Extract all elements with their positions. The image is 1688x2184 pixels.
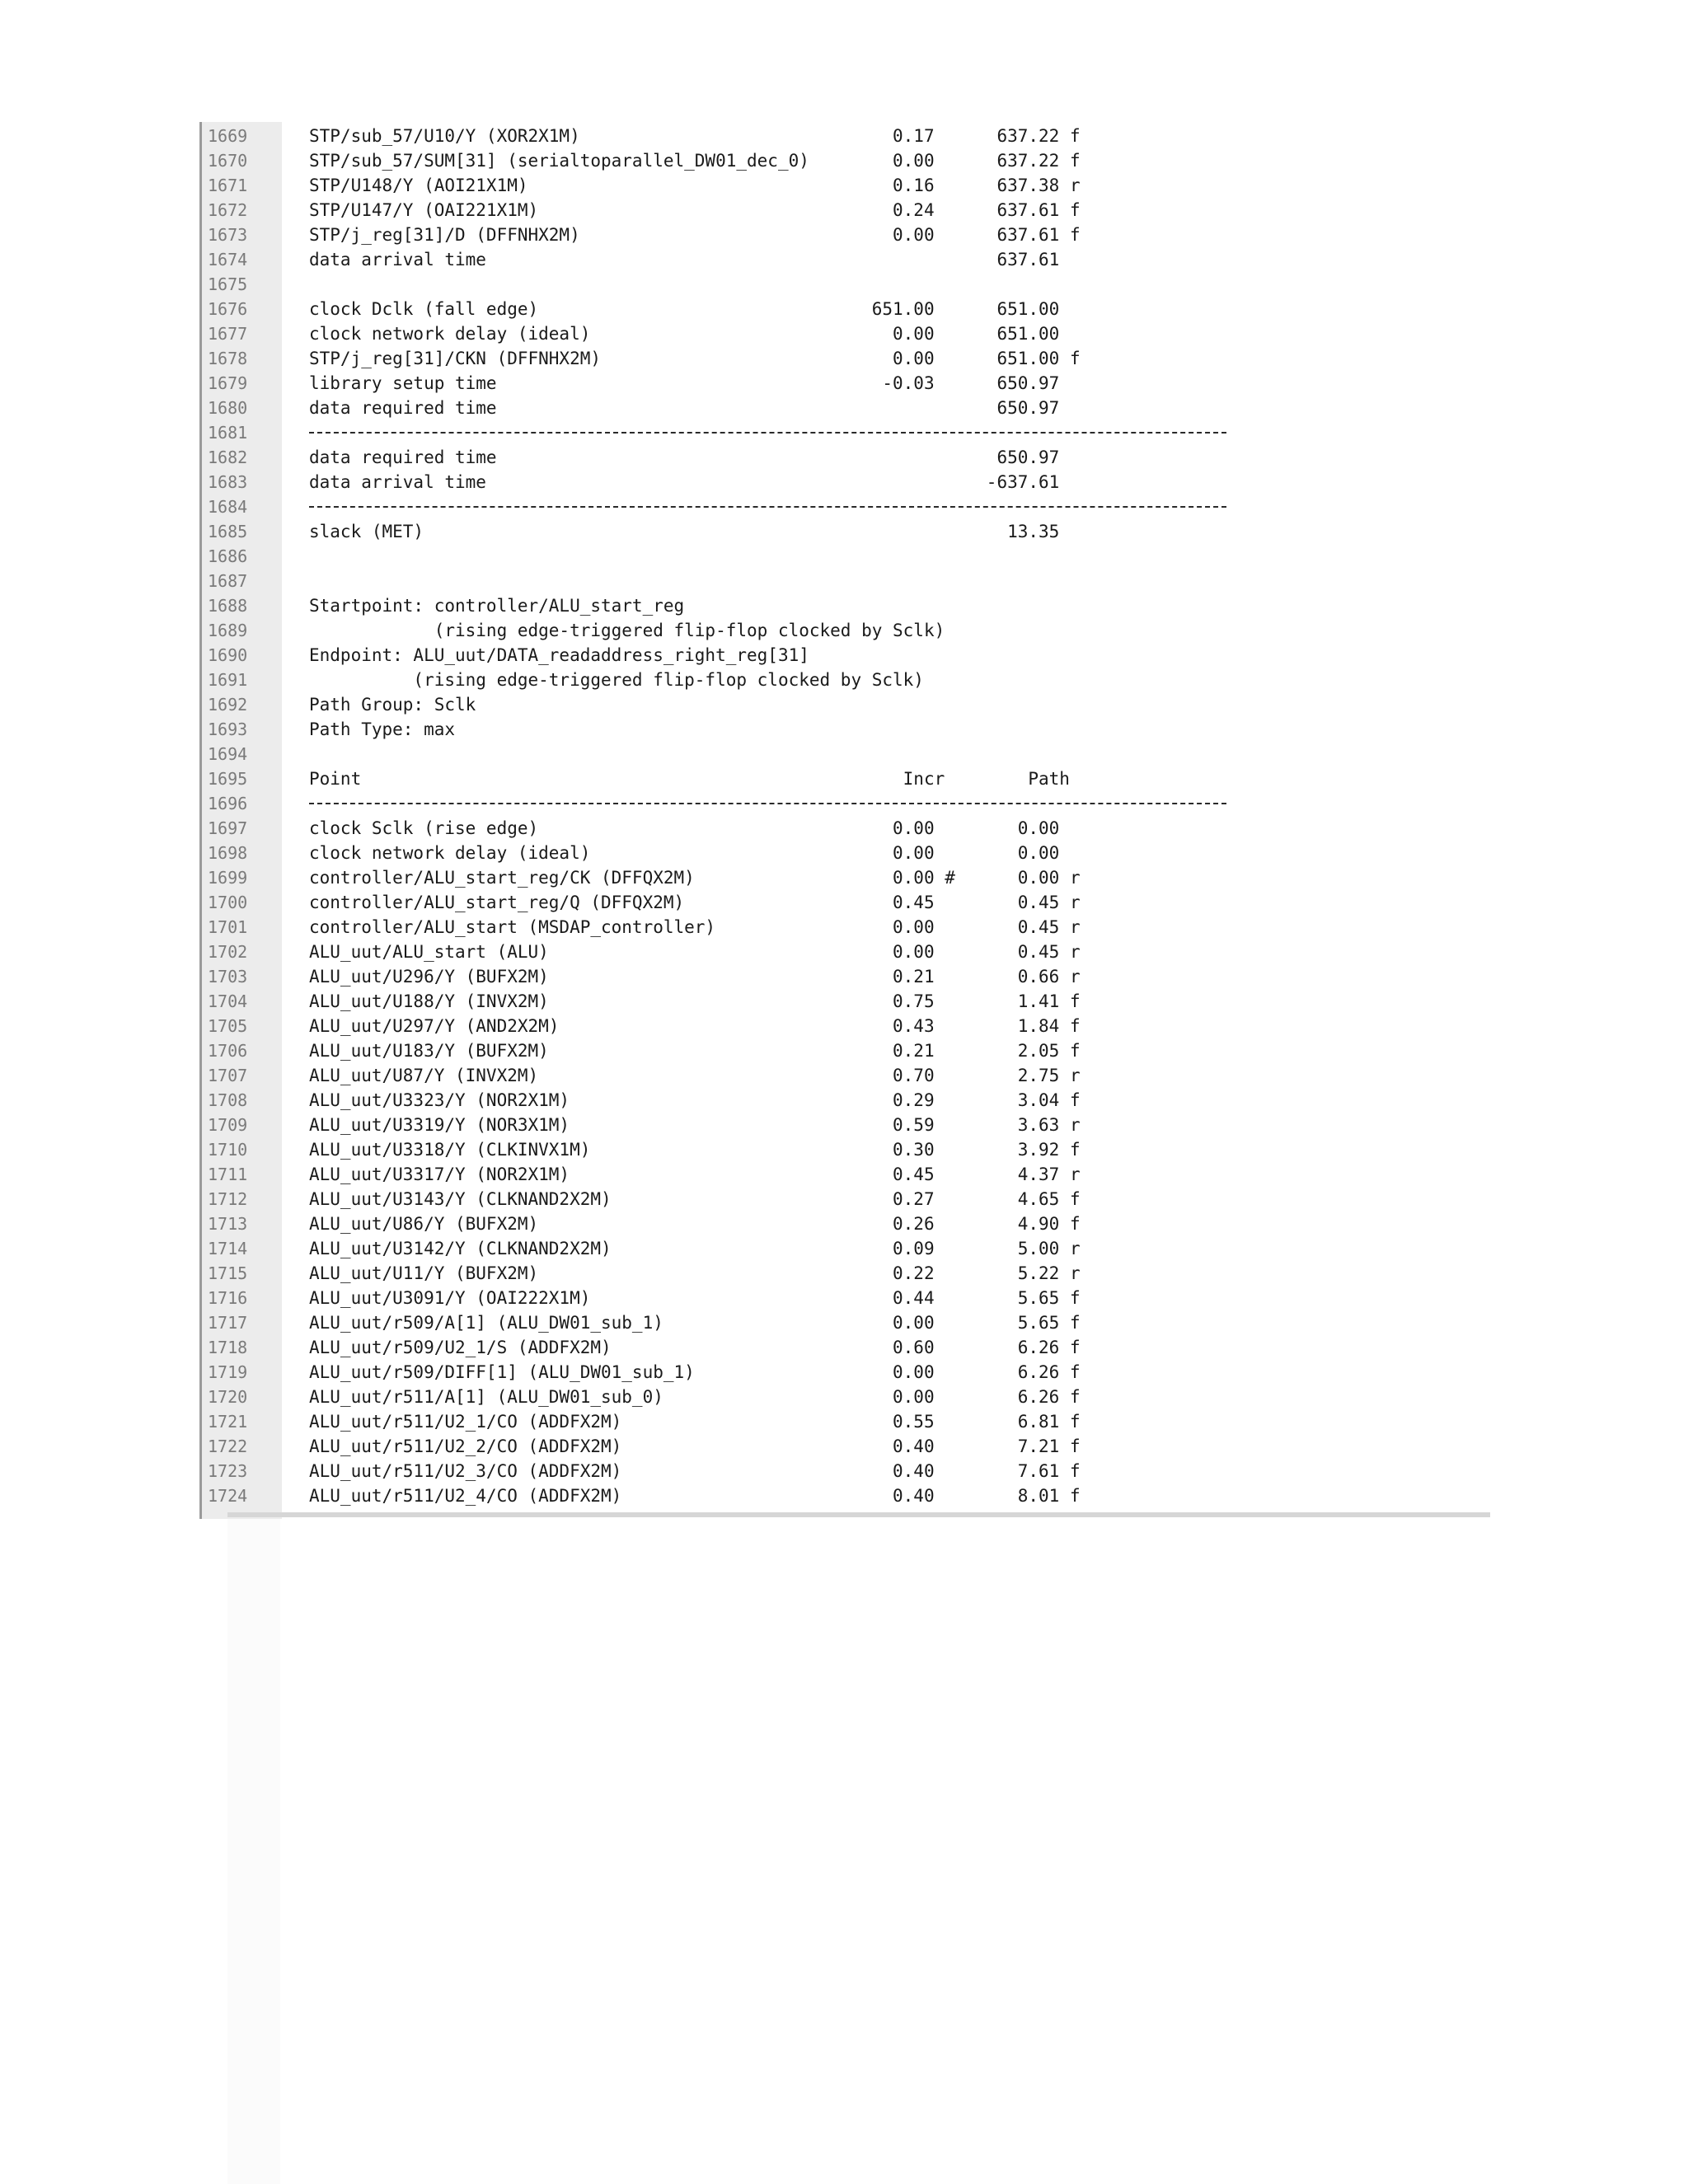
line-text: (rising edge-triggered flip-flop clocked by Sclk) bbox=[309, 621, 945, 640]
line-number: 1681 bbox=[208, 423, 248, 443]
editor-line[interactable] bbox=[199, 1137, 1490, 1162]
line-text: STP/sub_57/SUM[31] (serialtoparallel_DW01_dec_0) 0.00 637.22 f bbox=[309, 151, 1081, 171]
line-number: 1701 bbox=[208, 917, 248, 937]
line-number: 1703 bbox=[208, 967, 248, 987]
line-number: 1671 bbox=[208, 176, 248, 195]
dashed-separator bbox=[309, 432, 1226, 434]
line-text: ALU_uut/U87/Y (INVX2M) 0.70 2.75 r bbox=[309, 1066, 1081, 1085]
editor-line[interactable] bbox=[199, 420, 1490, 445]
editor-line[interactable] bbox=[199, 346, 1490, 371]
editor-line[interactable] bbox=[199, 717, 1490, 742]
editor-line[interactable] bbox=[199, 791, 1490, 816]
line-text: clock network delay (ideal) 0.00 0.00 bbox=[309, 843, 1060, 863]
line-text: library setup time -0.03 650.97 bbox=[309, 373, 1060, 393]
line-number: 1699 bbox=[208, 868, 248, 888]
line-text: ALU_uut/r511/U2_3/CO (ADDFX2M) 0.40 7.61 f bbox=[309, 1461, 1081, 1481]
editor-line[interactable] bbox=[199, 470, 1490, 494]
editor-line[interactable] bbox=[199, 643, 1490, 668]
editor-line[interactable] bbox=[199, 148, 1490, 173]
line-text: Path Group: Sclk bbox=[309, 695, 476, 715]
line-text: STP/sub_57/U10/Y (XOR2X1M) 0.17 637.22 f bbox=[309, 126, 1081, 146]
editor-line[interactable] bbox=[199, 593, 1490, 618]
editor-line[interactable] bbox=[199, 1459, 1490, 1483]
line-number: 1722 bbox=[208, 1436, 248, 1456]
editor-line[interactable] bbox=[199, 816, 1490, 841]
line-number: 1680 bbox=[208, 398, 248, 418]
line-text: (rising edge-triggered flip-flop clocked by Sclk) bbox=[309, 670, 924, 690]
editor-line[interactable] bbox=[199, 445, 1490, 470]
line-number: 1724 bbox=[208, 1486, 248, 1506]
line-text: ALU_uut/r509/A[1] (ALU_DW01_sub_1) 0.00 5.65 f bbox=[309, 1313, 1081, 1333]
horizontal-scrollbar[interactable] bbox=[227, 1512, 1490, 1517]
line-text: clock Sclk (rise edge) 0.00 0.00 bbox=[309, 818, 1060, 838]
line-text: ALU_uut/U3319/Y (NOR3X1M) 0.59 3.63 r bbox=[309, 1115, 1081, 1135]
editor-line[interactable] bbox=[199, 297, 1490, 321]
editor-line[interactable] bbox=[199, 544, 1490, 569]
line-text: clock network delay (ideal) 0.00 651.00 bbox=[309, 324, 1060, 344]
line-number: 1708 bbox=[208, 1090, 248, 1110]
line-text: ALU_uut/U183/Y (BUFX2M) 0.21 2.05 f bbox=[309, 1041, 1081, 1061]
line-text: Endpoint: ALU_uut/DATA_readaddress_right_reg[31] bbox=[309, 645, 809, 665]
line-number: 1716 bbox=[208, 1288, 248, 1308]
editor-line[interactable] bbox=[199, 1409, 1490, 1434]
editor-line[interactable] bbox=[199, 371, 1490, 396]
editor-line[interactable] bbox=[199, 1088, 1490, 1113]
editor-line[interactable] bbox=[199, 865, 1490, 890]
text-editor-view[interactable] bbox=[199, 122, 1490, 1519]
line-number: 1695 bbox=[208, 769, 248, 789]
line-number: 1717 bbox=[208, 1313, 248, 1333]
line-number: 1691 bbox=[208, 670, 248, 690]
line-number: 1677 bbox=[208, 324, 248, 344]
editor-line[interactable] bbox=[199, 964, 1490, 989]
line-number: 1706 bbox=[208, 1041, 248, 1061]
editor-line[interactable] bbox=[199, 223, 1490, 247]
editor-line[interactable] bbox=[199, 569, 1490, 593]
editor-line[interactable] bbox=[199, 1014, 1490, 1038]
line-text: ALU_uut/U3142/Y (CLKNAND2X2M) 0.09 5.00 r bbox=[309, 1239, 1081, 1258]
page-margin-shade bbox=[227, 1517, 280, 2184]
line-text: ALU_uut/U3143/Y (CLKNAND2X2M) 0.27 4.65 f bbox=[309, 1189, 1081, 1209]
line-number: 1683 bbox=[208, 472, 248, 492]
line-number: 1696 bbox=[208, 794, 248, 813]
editor-line[interactable] bbox=[199, 396, 1490, 420]
dashed-separator bbox=[309, 803, 1226, 804]
line-number: 1686 bbox=[208, 546, 248, 566]
editor-line[interactable] bbox=[199, 1434, 1490, 1459]
line-number: 1698 bbox=[208, 843, 248, 863]
line-number: 1697 bbox=[208, 818, 248, 838]
editor-line[interactable] bbox=[199, 173, 1490, 198]
line-number: 1705 bbox=[208, 1016, 248, 1036]
editor-line[interactable] bbox=[199, 1310, 1490, 1335]
editor-line[interactable] bbox=[199, 124, 1490, 148]
editor-line[interactable] bbox=[199, 890, 1490, 915]
editor-line[interactable] bbox=[199, 1385, 1490, 1409]
line-text: controller/ALU_start_reg/CK (DFFQX2M) 0.00 # 0.00 r bbox=[309, 868, 1081, 888]
line-text: STP/U148/Y (AOI21X1M) 0.16 637.38 r bbox=[309, 176, 1081, 195]
line-number: 1685 bbox=[208, 522, 248, 541]
line-number: 1672 bbox=[208, 200, 248, 220]
line-text: clock Dclk (fall edge) 651.00 651.00 bbox=[309, 299, 1060, 319]
line-text: controller/ALU_start (MSDAP_controller) 0.00 0.45 r bbox=[309, 917, 1081, 937]
line-number: 1674 bbox=[208, 250, 248, 269]
line-number: 1675 bbox=[208, 274, 248, 294]
line-number: 1719 bbox=[208, 1362, 248, 1382]
line-number: 1689 bbox=[208, 621, 248, 640]
line-number: 1684 bbox=[208, 497, 248, 517]
line-number: 1721 bbox=[208, 1412, 248, 1432]
line-text: Startpoint: controller/ALU_start_reg bbox=[309, 596, 685, 616]
line-number: 1707 bbox=[208, 1066, 248, 1085]
editor-line[interactable] bbox=[199, 494, 1490, 519]
editor-line[interactable] bbox=[199, 1063, 1490, 1088]
line-text: ALU_uut/r509/U2_1/S (ADDFX2M) 0.60 6.26 f bbox=[309, 1338, 1081, 1357]
line-text: data arrival time 637.61 bbox=[309, 250, 1060, 269]
line-number: 1718 bbox=[208, 1338, 248, 1357]
line-number: 1709 bbox=[208, 1115, 248, 1135]
editor-line[interactable] bbox=[199, 1187, 1490, 1212]
editor-line[interactable] bbox=[199, 766, 1490, 791]
editor-line[interactable] bbox=[199, 1038, 1490, 1063]
editor-line[interactable] bbox=[199, 940, 1490, 964]
editor-line[interactable] bbox=[199, 1162, 1490, 1187]
line-number: 1723 bbox=[208, 1461, 248, 1481]
line-text: STP/j_reg[31]/D (DFFNHX2M) 0.00 637.61 f bbox=[309, 225, 1081, 245]
line-number: 1692 bbox=[208, 695, 248, 715]
line-text: ALU_uut/r511/U2_4/CO (ADDFX2M) 0.40 8.01 f bbox=[309, 1486, 1081, 1506]
line-text: controller/ALU_start_reg/Q (DFFQX2M) 0.45 0.45 r bbox=[309, 893, 1081, 912]
line-text: data required time 650.97 bbox=[309, 398, 1060, 418]
editor-line[interactable] bbox=[199, 1261, 1490, 1286]
line-number: 1688 bbox=[208, 596, 248, 616]
line-number: 1673 bbox=[208, 225, 248, 245]
line-number: 1702 bbox=[208, 942, 248, 962]
editor-line[interactable] bbox=[199, 841, 1490, 865]
editor-line[interactable] bbox=[199, 915, 1490, 940]
line-text: ALU_uut/U3318/Y (CLKINVX1M) 0.30 3.92 f bbox=[309, 1140, 1081, 1160]
editor-line[interactable] bbox=[199, 1212, 1490, 1236]
line-number: 1712 bbox=[208, 1189, 248, 1209]
line-text: ALU_uut/ALU_start (ALU) 0.00 0.45 r bbox=[309, 942, 1081, 962]
line-number: 1682 bbox=[208, 448, 248, 467]
line-number: 1714 bbox=[208, 1239, 248, 1258]
line-text: Path Type: max bbox=[309, 719, 456, 739]
editor-line[interactable] bbox=[199, 247, 1490, 272]
line-text: data arrival time -637.61 bbox=[309, 472, 1060, 492]
editor-line[interactable] bbox=[199, 519, 1490, 544]
editor-line[interactable] bbox=[199, 1236, 1490, 1261]
line-number: 1710 bbox=[208, 1140, 248, 1160]
editor-line[interactable] bbox=[199, 618, 1490, 643]
line-number: 1715 bbox=[208, 1263, 248, 1283]
line-number: 1704 bbox=[208, 991, 248, 1011]
line-text: ALU_uut/U296/Y (BUFX2M) 0.21 0.66 r bbox=[309, 967, 1081, 987]
editor-line[interactable] bbox=[199, 1335, 1490, 1360]
line-number: 1694 bbox=[208, 744, 248, 764]
editor-line[interactable] bbox=[199, 1483, 1490, 1508]
editor-lines bbox=[199, 124, 1490, 1508]
line-number: 1700 bbox=[208, 893, 248, 912]
line-number: 1669 bbox=[208, 126, 248, 146]
dashed-separator bbox=[309, 506, 1226, 508]
line-text: ALU_uut/U3317/Y (NOR2X1M) 0.45 4.37 r bbox=[309, 1165, 1081, 1184]
editor-line[interactable] bbox=[199, 198, 1490, 223]
line-number: 1679 bbox=[208, 373, 248, 393]
line-number: 1670 bbox=[208, 151, 248, 171]
line-number: 1693 bbox=[208, 719, 248, 739]
editor-line[interactable] bbox=[199, 1113, 1490, 1137]
editor-line[interactable] bbox=[199, 272, 1490, 297]
line-text: data required time 650.97 bbox=[309, 448, 1060, 467]
line-text: ALU_uut/r511/U2_1/CO (ADDFX2M) 0.55 6.81 f bbox=[309, 1412, 1081, 1432]
line-number: 1678 bbox=[208, 349, 248, 368]
line-text: ALU_uut/U11/Y (BUFX2M) 0.22 5.22 r bbox=[309, 1263, 1081, 1283]
line-number: 1711 bbox=[208, 1165, 248, 1184]
editor-line[interactable] bbox=[199, 321, 1490, 346]
line-text: Point Incr Path bbox=[309, 769, 1070, 789]
line-text: ALU_uut/r511/U2_2/CO (ADDFX2M) 0.40 7.21 f bbox=[309, 1436, 1081, 1456]
line-number: 1687 bbox=[208, 571, 248, 591]
line-text: ALU_uut/U86/Y (BUFX2M) 0.26 4.90 f bbox=[309, 1214, 1081, 1234]
editor-line[interactable] bbox=[199, 989, 1490, 1014]
line-number: 1713 bbox=[208, 1214, 248, 1234]
editor-line[interactable] bbox=[199, 692, 1490, 717]
line-text: STP/j_reg[31]/CKN (DFFNHX2M) 0.00 651.00 f bbox=[309, 349, 1081, 368]
editor-line[interactable] bbox=[199, 668, 1490, 692]
line-text: ALU_uut/U297/Y (AND2X2M) 0.43 1.84 f bbox=[309, 1016, 1081, 1036]
editor-line[interactable] bbox=[199, 742, 1490, 766]
line-text: ALU_uut/r511/A[1] (ALU_DW01_sub_0) 0.00 6.26 f bbox=[309, 1387, 1081, 1407]
line-text: ALU_uut/U188/Y (INVX2M) 0.75 1.41 f bbox=[309, 991, 1081, 1011]
line-text: ALU_uut/U3323/Y (NOR2X1M) 0.29 3.04 f bbox=[309, 1090, 1081, 1110]
line-number: 1720 bbox=[208, 1387, 248, 1407]
editor-line[interactable] bbox=[199, 1286, 1490, 1310]
editor-line[interactable] bbox=[199, 1360, 1490, 1385]
line-text: ALU_uut/r509/DIFF[1] (ALU_DW01_sub_1) 0.00 6.26 f bbox=[309, 1362, 1081, 1382]
line-number: 1676 bbox=[208, 299, 248, 319]
line-text: STP/U147/Y (OAI221X1M) 0.24 637.61 f bbox=[309, 200, 1081, 220]
line-text: slack (MET) 13.35 bbox=[309, 522, 1060, 541]
line-number: 1690 bbox=[208, 645, 248, 665]
line-text: ALU_uut/U3091/Y (OAI222X1M) 0.44 5.65 f bbox=[309, 1288, 1081, 1308]
